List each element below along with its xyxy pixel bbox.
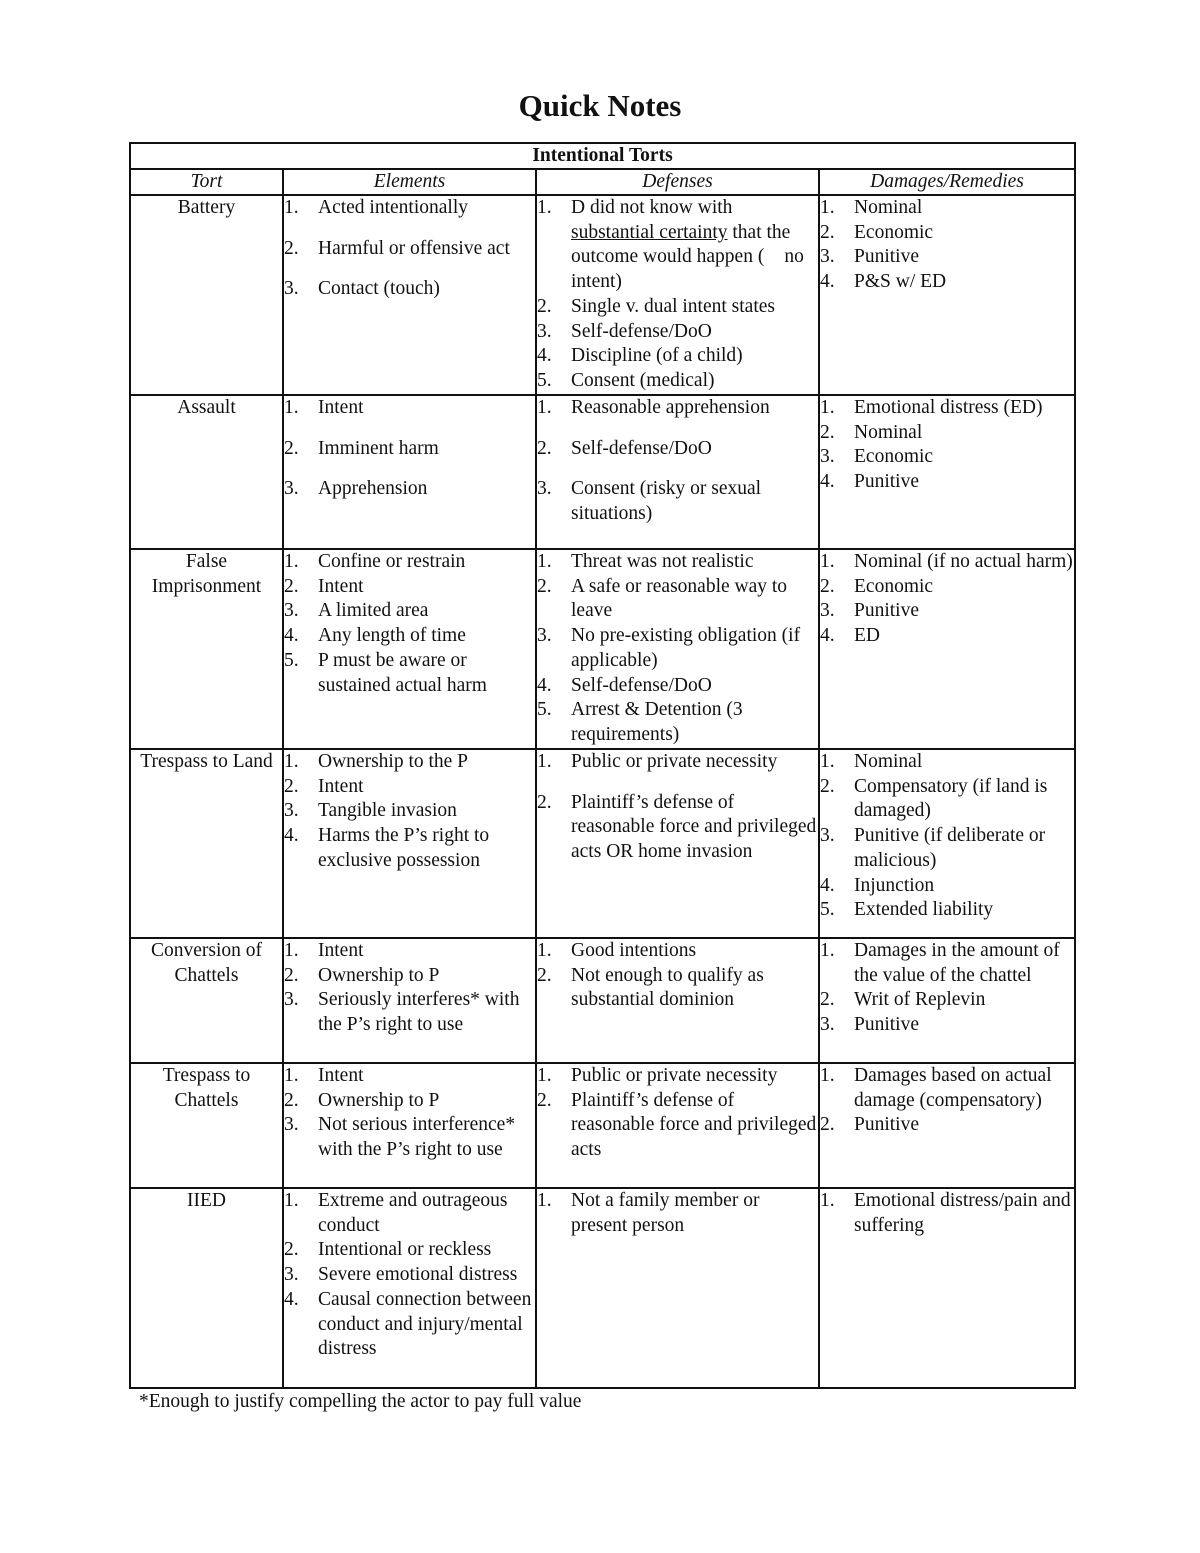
elements-cell bbox=[283, 1063, 536, 1188]
item-text: Acted intentionally bbox=[318, 197, 469, 218]
item-text: A limited area bbox=[318, 600, 429, 622]
item-text: Extended liability bbox=[854, 899, 994, 921]
item-number: 2. bbox=[284, 775, 299, 797]
item-number: 1. bbox=[537, 751, 552, 772]
defenses-cell bbox=[536, 1188, 819, 1388]
item-number: 4. bbox=[537, 345, 552, 367]
defenses-cell bbox=[536, 549, 819, 749]
item-number: 4. bbox=[820, 625, 835, 647]
item-number: 4. bbox=[537, 674, 552, 696]
list-item bbox=[537, 320, 818, 345]
item-number: 1. bbox=[537, 1065, 552, 1086]
defenses-list bbox=[537, 1064, 818, 1163]
damages-cell bbox=[819, 549, 1075, 749]
header-tort: Tort bbox=[130, 169, 283, 195]
list-item bbox=[820, 550, 1074, 575]
list-item bbox=[820, 898, 1074, 923]
item-number: 2. bbox=[284, 575, 299, 597]
list-item bbox=[537, 939, 818, 964]
list-item bbox=[537, 396, 818, 421]
list-item bbox=[820, 988, 1074, 1013]
item-number: 2. bbox=[820, 989, 835, 1011]
item-text: Ownership to P bbox=[318, 1089, 440, 1111]
list-item bbox=[284, 575, 535, 600]
list-item bbox=[537, 698, 818, 747]
item-text: Punitive bbox=[854, 246, 920, 268]
item-number: 4. bbox=[284, 1288, 299, 1310]
table-row bbox=[130, 938, 1075, 1063]
list-item bbox=[537, 550, 818, 575]
table-row bbox=[130, 1063, 1075, 1188]
elements-cell bbox=[283, 195, 536, 395]
defenses-list bbox=[537, 1189, 818, 1238]
defenses-list bbox=[537, 396, 818, 527]
item-number: 3. bbox=[284, 600, 299, 622]
tort-name: False Imprisonment bbox=[130, 549, 283, 749]
list-item bbox=[820, 270, 1074, 295]
damages-list bbox=[820, 550, 1074, 649]
item-number: 1. bbox=[820, 1065, 835, 1086]
item-number: 3. bbox=[284, 1264, 299, 1286]
list-item bbox=[284, 1189, 535, 1238]
item-number: 1. bbox=[284, 551, 299, 572]
damages-cell bbox=[819, 1063, 1075, 1188]
item-number: 3. bbox=[284, 1114, 299, 1136]
item-text: Extreme and outrageous conduct bbox=[318, 1190, 508, 1236]
item-text: P must be aware or sustained actual harm bbox=[318, 649, 487, 696]
damages-cell bbox=[819, 395, 1075, 549]
item-number: 2. bbox=[537, 295, 552, 317]
list-item bbox=[537, 791, 818, 865]
item-number: 4. bbox=[284, 625, 299, 647]
item-text: Intent bbox=[318, 397, 364, 418]
item-text: Injunction bbox=[854, 874, 935, 896]
list-item bbox=[284, 649, 535, 698]
item-number: 1. bbox=[284, 751, 299, 772]
footnote: *Enough to justify compelling the actor to pay full value bbox=[139, 1391, 582, 1412]
defenses-list bbox=[537, 939, 818, 1013]
item-number: 4. bbox=[820, 874, 835, 896]
elements-cell bbox=[283, 549, 536, 749]
defenses-cell bbox=[536, 1063, 819, 1188]
item-text: Not enough to qualify as substantial dominion bbox=[571, 964, 764, 1011]
list-item bbox=[284, 939, 535, 964]
item-text: Harmful or offensive act bbox=[318, 237, 510, 259]
item-text: Economic bbox=[854, 221, 934, 243]
list-item bbox=[820, 775, 1074, 824]
item-text: Not a family member or present person bbox=[571, 1190, 760, 1236]
item-number: 5. bbox=[537, 699, 552, 721]
list-item bbox=[537, 477, 818, 526]
intentional-torts-table bbox=[129, 142, 1076, 1389]
list-item bbox=[820, 1189, 1074, 1238]
item-text: Confine or restrain bbox=[318, 551, 466, 572]
item-number: 3. bbox=[820, 1014, 835, 1036]
item-number: 1. bbox=[820, 1190, 835, 1211]
damages-list bbox=[820, 1189, 1074, 1238]
tort-name: IIED bbox=[130, 1188, 283, 1388]
list-item bbox=[284, 988, 535, 1037]
list-item bbox=[820, 939, 1074, 988]
item-text: Nominal (if no actual harm) bbox=[854, 551, 1073, 572]
damages-cell bbox=[819, 195, 1075, 395]
list-item bbox=[820, 874, 1074, 899]
item-text bbox=[571, 196, 818, 295]
list-item bbox=[284, 396, 535, 421]
item-number: 1. bbox=[537, 551, 552, 572]
list-item bbox=[284, 477, 535, 502]
list-item bbox=[537, 344, 818, 369]
item-number: 5. bbox=[537, 369, 552, 391]
item-text: Nominal bbox=[854, 197, 923, 218]
list-item bbox=[284, 1288, 535, 1362]
table-row bbox=[130, 1188, 1075, 1388]
elements-list bbox=[284, 396, 535, 502]
item-number: 1. bbox=[284, 1190, 299, 1211]
item-number: 1. bbox=[820, 397, 835, 418]
tort-name: Battery bbox=[130, 195, 283, 395]
item-text: Consent (risky or sexual situations) bbox=[571, 478, 762, 525]
damages-list bbox=[820, 939, 1074, 1038]
item-text: Severe emotional distress bbox=[318, 1264, 518, 1286]
item-text: Reasonable apprehension bbox=[571, 397, 770, 418]
item-number: 1. bbox=[820, 751, 835, 772]
list-item bbox=[537, 437, 818, 462]
item-number: 1. bbox=[537, 1190, 552, 1211]
list-item bbox=[537, 1189, 818, 1238]
item-text: Intent bbox=[318, 775, 364, 797]
item-number: 2. bbox=[284, 437, 299, 459]
item-text: Economic bbox=[854, 446, 934, 468]
item-number: 3. bbox=[284, 800, 299, 822]
item-text: Punitive bbox=[854, 1014, 920, 1036]
item-number: 2. bbox=[537, 964, 552, 986]
item-number: 4. bbox=[284, 825, 299, 847]
item-number: 2. bbox=[820, 775, 835, 797]
item-text: Emotional distress/pain and suffering bbox=[854, 1190, 1071, 1236]
list-item bbox=[537, 1064, 818, 1089]
table-row bbox=[130, 395, 1075, 549]
damages-list bbox=[820, 750, 1074, 923]
item-number: 1. bbox=[537, 197, 552, 218]
list-item bbox=[284, 1113, 535, 1162]
elements-cell bbox=[283, 938, 536, 1063]
item-text: Ownership to P bbox=[318, 964, 440, 986]
table-caption: Intentional Torts bbox=[130, 143, 1075, 169]
item-text: Self-defense/DoO bbox=[571, 674, 712, 696]
item-number: 2. bbox=[820, 421, 835, 443]
list-item bbox=[820, 196, 1074, 221]
defenses-list bbox=[537, 750, 818, 865]
item-number: 3. bbox=[820, 825, 835, 847]
damages-list bbox=[820, 196, 1074, 295]
list-item bbox=[284, 1089, 535, 1114]
item-text: Arrest & Detention (3 requirements) bbox=[571, 699, 743, 745]
item-number: 5. bbox=[820, 899, 835, 921]
item-text: Self-defense/DoO bbox=[571, 437, 712, 459]
item-text: Nominal bbox=[854, 421, 923, 443]
item-text-underlined: substantial certainty bbox=[571, 221, 728, 243]
item-number: 3. bbox=[284, 989, 299, 1011]
list-item bbox=[537, 1089, 818, 1163]
item-number: 2. bbox=[537, 791, 552, 813]
tort-name: Conversion of Chattels bbox=[130, 938, 283, 1063]
item-number: 1. bbox=[537, 940, 552, 961]
item-text: Not serious interference* with the P’s right to use bbox=[318, 1114, 516, 1161]
item-number: 1. bbox=[284, 1065, 299, 1086]
defenses-cell bbox=[536, 938, 819, 1063]
item-text: P&S w/ ED bbox=[854, 271, 947, 293]
item-number: 1. bbox=[537, 397, 552, 418]
list-item bbox=[537, 624, 818, 673]
item-number: 3. bbox=[537, 625, 552, 647]
list-item bbox=[284, 1238, 535, 1263]
list-item bbox=[537, 196, 818, 295]
list-item bbox=[820, 750, 1074, 775]
item-text-pre: D did not know with bbox=[571, 197, 733, 218]
header-defenses: Defenses bbox=[536, 169, 819, 195]
item-text: Threat was not realistic bbox=[571, 551, 754, 572]
list-item bbox=[537, 750, 818, 775]
damages-cell bbox=[819, 938, 1075, 1063]
item-text: Tangible invasion bbox=[318, 800, 457, 822]
item-number: 3. bbox=[820, 446, 835, 468]
item-number: 2. bbox=[537, 1089, 552, 1111]
list-item bbox=[284, 624, 535, 649]
item-text: Damages in the amount of the value of the chattel bbox=[854, 940, 1060, 986]
item-text: Intent bbox=[318, 940, 364, 961]
list-item bbox=[537, 295, 818, 320]
tort-name: Trespass to Land bbox=[130, 749, 283, 938]
tort-name: Trespass to Chattels bbox=[130, 1063, 283, 1188]
item-text: Any length of time bbox=[318, 625, 466, 647]
list-item bbox=[820, 575, 1074, 600]
list-item bbox=[537, 369, 818, 394]
item-number: 1. bbox=[284, 197, 299, 218]
item-number: 3. bbox=[284, 278, 299, 300]
list-item bbox=[820, 221, 1074, 246]
damages-list bbox=[820, 396, 1074, 495]
item-text: Consent (medical) bbox=[571, 369, 715, 391]
list-item bbox=[284, 1064, 535, 1089]
elements-list bbox=[284, 1189, 535, 1362]
item-text: Intent bbox=[318, 575, 364, 597]
list-item bbox=[284, 964, 535, 989]
item-number: 2. bbox=[537, 575, 552, 597]
item-number: 2. bbox=[820, 1114, 835, 1136]
defenses-cell bbox=[536, 395, 819, 549]
item-text: Causal connection between conduct and injury/mental distress bbox=[318, 1288, 532, 1360]
item-text: Self-defense/DoO bbox=[571, 320, 712, 342]
damages-cell bbox=[819, 749, 1075, 938]
item-text: Good intentions bbox=[571, 940, 697, 961]
list-item bbox=[820, 396, 1074, 421]
elements-cell bbox=[283, 1188, 536, 1388]
item-number: 1. bbox=[284, 397, 299, 418]
item-number: 2. bbox=[820, 575, 835, 597]
defenses-cell bbox=[536, 195, 819, 395]
defenses-list bbox=[537, 550, 818, 748]
list-item bbox=[820, 470, 1074, 495]
list-item bbox=[284, 277, 535, 302]
item-number: 2. bbox=[284, 237, 299, 259]
item-number: 4. bbox=[820, 471, 835, 493]
item-text: Punitive (if deliberate or malicious) bbox=[854, 825, 1046, 871]
item-text: Single v. dual intent states bbox=[571, 295, 775, 317]
item-text: Apprehension bbox=[318, 478, 428, 500]
list-item bbox=[820, 1064, 1074, 1113]
item-text: Discipline (of a child) bbox=[571, 345, 743, 367]
item-text: Nominal bbox=[854, 751, 923, 772]
list-item bbox=[284, 599, 535, 624]
item-number: 2. bbox=[820, 221, 835, 243]
damages-list bbox=[820, 1064, 1074, 1138]
item-text: Seriously interferes* with the P’s right to use bbox=[318, 989, 520, 1036]
item-text: Public or private necessity bbox=[571, 1065, 778, 1086]
list-item bbox=[820, 245, 1074, 270]
elements-list bbox=[284, 1064, 535, 1163]
page-title: Quick Notes bbox=[518, 88, 682, 123]
item-number: 1. bbox=[820, 940, 835, 961]
item-text: Punitive bbox=[854, 600, 920, 622]
list-item bbox=[820, 421, 1074, 446]
list-item bbox=[284, 824, 535, 873]
item-number: 3. bbox=[537, 478, 552, 500]
list-item bbox=[537, 674, 818, 699]
item-text: Intent bbox=[318, 1065, 364, 1086]
list-item bbox=[284, 237, 535, 262]
list-item bbox=[284, 775, 535, 800]
item-text: ED bbox=[854, 625, 880, 647]
item-number: 5. bbox=[284, 649, 299, 671]
list-item bbox=[820, 1013, 1074, 1038]
item-number: 2. bbox=[284, 1239, 299, 1261]
item-text: Intentional or reckless bbox=[318, 1239, 492, 1261]
tort-name: Assault bbox=[130, 395, 283, 549]
item-number: 2. bbox=[537, 437, 552, 459]
item-text: Public or private necessity bbox=[571, 751, 778, 772]
item-number: 1. bbox=[820, 197, 835, 218]
elements-list bbox=[284, 939, 535, 1038]
item-text: Compensatory (if land is damaged) bbox=[854, 775, 1048, 822]
list-item bbox=[284, 550, 535, 575]
list-item bbox=[284, 799, 535, 824]
elements-cell bbox=[283, 395, 536, 549]
elements-list bbox=[284, 550, 535, 698]
item-number: 2. bbox=[284, 1089, 299, 1111]
list-item bbox=[284, 196, 535, 221]
elements-cell bbox=[283, 749, 536, 938]
defenses-list bbox=[537, 196, 818, 394]
item-text: Imminent harm bbox=[318, 437, 439, 459]
item-number: 3. bbox=[820, 600, 835, 622]
item-number: 4. bbox=[820, 271, 835, 293]
damages-cell bbox=[819, 1188, 1075, 1388]
item-number: 3. bbox=[284, 478, 299, 500]
header-damages: Damages/Remedies bbox=[819, 169, 1075, 195]
defenses-cell bbox=[536, 749, 819, 938]
item-number: 3. bbox=[537, 320, 552, 342]
item-text: Plaintiff’s defense of reasonable force and privileged acts bbox=[571, 1089, 817, 1161]
item-number: 2. bbox=[284, 964, 299, 986]
list-item bbox=[820, 624, 1074, 649]
elements-list bbox=[284, 750, 535, 874]
list-item bbox=[820, 445, 1074, 470]
table-row bbox=[130, 749, 1075, 938]
item-text: Emotional distress (ED) bbox=[854, 397, 1043, 418]
item-text: Plaintiff’s defense of reasonable force and privileged acts OR home invasion bbox=[571, 791, 817, 863]
item-number: 1. bbox=[820, 551, 835, 572]
item-text: Punitive bbox=[854, 1114, 920, 1136]
list-item bbox=[284, 750, 535, 775]
item-text-post: that the outcome would happen ( no intent) bbox=[571, 221, 791, 293]
item-text: Damages based on actual damage (compensatory) bbox=[854, 1065, 1052, 1111]
table-row bbox=[130, 195, 1075, 395]
list-item bbox=[537, 964, 818, 1013]
item-text: Writ of Replevin bbox=[854, 989, 986, 1011]
item-text: No pre-existing obligation (if applicable) bbox=[571, 625, 801, 671]
table-row bbox=[130, 549, 1075, 749]
item-text: Harms the P’s right to exclusive possession bbox=[318, 825, 490, 871]
list-item bbox=[284, 437, 535, 462]
item-text: A safe or reasonable way to leave bbox=[571, 575, 788, 622]
header-elements: Elements bbox=[283, 169, 536, 195]
item-text: Economic bbox=[854, 575, 934, 597]
list-item bbox=[537, 575, 818, 624]
item-number: 1. bbox=[284, 940, 299, 961]
list-item bbox=[820, 824, 1074, 873]
item-text: Ownership to the P bbox=[318, 751, 469, 772]
list-item bbox=[820, 1113, 1074, 1138]
list-item bbox=[820, 599, 1074, 624]
item-text: Contact (touch) bbox=[318, 278, 440, 300]
list-item bbox=[284, 1263, 535, 1288]
item-number: 3. bbox=[820, 246, 835, 268]
elements-list bbox=[284, 196, 535, 302]
item-text: Punitive bbox=[854, 471, 920, 493]
